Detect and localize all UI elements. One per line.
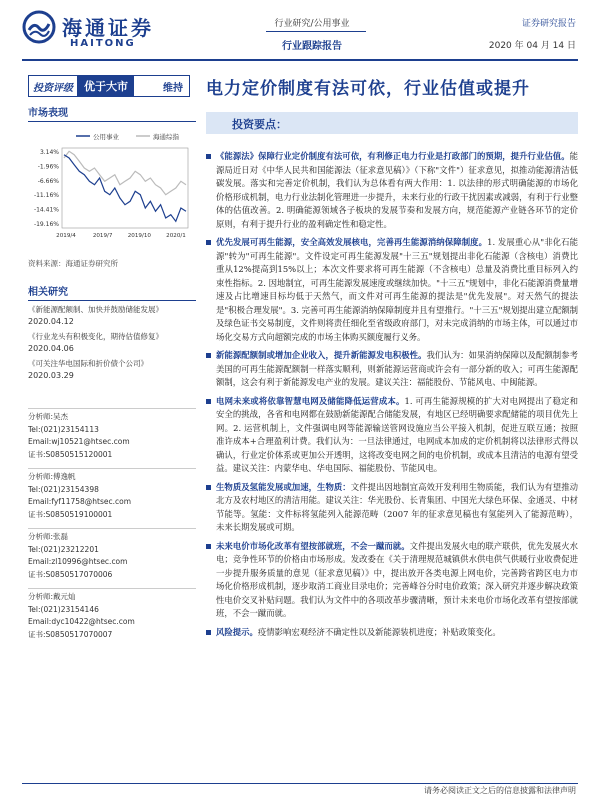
rating-box — [28, 75, 190, 97]
legend-label: 海通综指 — [153, 133, 179, 141]
related-item[interactable] — [28, 358, 196, 382]
x-tick-label: 2019/4 — [56, 233, 76, 239]
key-point-text: 1. 发展重心从"非化石能源"转为"可再生能源"。文件设定可再生能源发展"十三五"规划提出非化石能源（含核电）消费比重从12%提高到15%以上；本次文件要求将可再生能源（不含核电）总量及消费比重目标列入约束性指标。2. 因地制宜，可再生能源发展速度或继续加快。"十三五"规划中，非化石能源消费量增速及占比增速目标均低于天然气，而文件对可再生能源的提法是"优先发展"。对天然气的提法是"积极合理发展"。3. 完善可再生能源消纳保障制度并且有望推行。"十三五"规划提出建立配额制及绿色证书交易制度，文件则将责任细化至省级政府部门，对未完成消纳的市场主体，可以通过市场化交易方式向超额完成的市场主体购买额度履行义务。 — [216, 237, 578, 342]
market-heading: 市场表现 — [28, 104, 196, 122]
bullet-icon — [206, 353, 211, 358]
rating-change: 维持 — [163, 82, 183, 94]
chart-source: 资料来源：海通证券研究所 — [28, 259, 118, 268]
analyst-tel: Tel:(021)23154146 — [28, 604, 99, 614]
analyst-block — [28, 468, 196, 521]
bullet-icon — [206, 240, 211, 245]
related-item-date: 2020.04.06 — [28, 344, 74, 353]
key-point-paragraph — [206, 236, 578, 344]
report-type: 行业跟踪报告 — [282, 41, 342, 52]
y-tick-label: -1.96% — [37, 163, 59, 171]
analyst-tel: Tel:(021)23212201 — [28, 544, 99, 554]
analyst-cert: 证书:S0850519100001 — [28, 509, 113, 519]
key-point-text: 文件提出因地制宜高效开发利用生物质能，我们认为有望推动北方及农村地区的清洁用能。建议关注：华光股份、长青集团、中国光大绿色环保、金通灵、中材节能等。氢能：文件标将氢能列入能源范畴（2007 年的征求意见稿也有氢能列入了能源范畴），未来长期发展或可期。 — [216, 481, 579, 532]
legend-label: 公用事业 — [93, 133, 119, 141]
key-points-bar — [206, 112, 578, 134]
y-tick-label: -19.16% — [33, 221, 59, 228]
bullet-icon — [206, 154, 211, 159]
analyst-block — [28, 528, 196, 581]
key-point-paragraph — [206, 540, 578, 621]
x-tick-label: 2019/10 — [127, 233, 151, 239]
footer-rule — [22, 783, 578, 784]
y-tick-label: -14.41% — [33, 206, 59, 214]
key-point-lead: 风险提示。 — [216, 626, 258, 637]
analyst-name: 分析师:张磊 — [28, 532, 69, 541]
y-tick-label: 3.14% — [39, 149, 59, 156]
analyst-cert: 证书:S0850517070007 — [28, 629, 113, 639]
analyst-name: 分析师:傅逸帆 — [28, 472, 76, 481]
related-item-title: 《新能源配额制、加快并鼓励储能发展》 — [28, 305, 163, 314]
key-point-paragraph — [206, 150, 578, 231]
analyst-email[interactable]: Email:fyf11758@htsec.com — [28, 497, 132, 506]
key-point-lead: 生物质及氢能发展或加速，生物质： — [216, 481, 351, 492]
analyst-block — [28, 408, 196, 461]
related-item-title: 《可关注华电国际和折价债个公司》 — [28, 359, 148, 368]
header-center-divider — [266, 31, 366, 32]
key-point-paragraph — [206, 395, 578, 476]
related-list — [28, 304, 196, 382]
left-column — [28, 104, 196, 641]
analyst-block — [28, 588, 196, 641]
related-item-date: 2020.04.12 — [28, 317, 74, 326]
analyst-name: 分析师:吴杰 — [28, 412, 69, 421]
related-item-date: 2020.03.29 — [28, 371, 74, 380]
x-tick-label: 2020/1 — [166, 233, 186, 239]
key-point-text: 疫情影响宏观经济不确定性以及新能源装机进度；补贴政策变化。 — [257, 626, 501, 637]
analyst-email[interactable]: Email:dyc10422@htsec.com — [28, 617, 135, 626]
rating-label: 投资评级 — [29, 76, 78, 96]
haitong-logo — [22, 8, 182, 54]
logo-cn-text: 海通证券 — [62, 16, 154, 40]
haitong-logo-icon — [22, 10, 56, 44]
key-point-paragraph — [206, 626, 578, 640]
related-item[interactable] — [28, 304, 196, 328]
key-point-text: 我们认为：如果消纳保障以及配额制参考美国的可再生能源配额制一样落实顺利，则新能源运营商或许会有一部分新的收入；可再生能源配额制，这会有利于新能源发电产业的发展。建议关注：福能股份、节能风电、中闽能源。 — [216, 350, 579, 387]
key-point-lead: 电网未来或将依靠智慧电网及储能降低运营成本。 — [216, 395, 405, 406]
related-heading: 相关研究 — [28, 283, 196, 301]
x-tick-label: 2019/7 — [92, 233, 113, 239]
rating-value: 优于大市 — [78, 76, 134, 96]
key-points-body — [206, 150, 578, 639]
key-point-paragraph — [206, 349, 578, 390]
bullet-icon — [206, 485, 211, 490]
analyst-email[interactable]: Email:zl10996@htsec.com — [28, 557, 128, 566]
related-item-title: 《行业龙头有积极变化，期待估值修复》 — [28, 332, 163, 341]
analyst-name: 分析师:戴元灿 — [28, 592, 76, 601]
analyst-tel: Tel:(021)23154113 — [28, 424, 99, 434]
analyst-email[interactable]: Email:wj10521@htsec.com — [28, 437, 130, 446]
header-center — [262, 16, 362, 52]
logo-en-text: HAITONG — [70, 38, 136, 49]
key-points-heading: 投资要点： — [232, 118, 287, 131]
key-point-lead: 《能源法》保障行业定价制度有法可依，有利修正电力行业是打政部门的预期，提升行业估值。 — [216, 151, 570, 161]
header-rule — [22, 59, 578, 61]
key-point-lead: 未来电价市场化改革有望按部就班，不会一蹴而就。 — [216, 540, 410, 551]
report-date: 2020 年 04 月 14 日 — [488, 41, 576, 51]
related-item[interactable] — [28, 331, 196, 355]
footer-disclaimer: 请务必阅读正文之后的信息披露和法律声明 — [424, 786, 576, 795]
key-point-lead: 优先发展可再生能源，安全高效发展核电，完善再生能源消纳保障制度。 — [216, 237, 488, 247]
key-point-text: 1. 可再生能源规模的扩大对电网提出了稳定和安全的挑战，各省和电网都在鼓励新能源配合储能发展，有地区已经明确要求配储能的项目优先上网。2. 运营机制上，文件强调电网等能源输送管网设施应当公平接入机制，促进互联互通；按照准许成本+合理盈利计费。我们认为：一旦法律通过，电网成本加成的定价机制将以法律形式得以确认，行业定价体系或更加公开透明，这将改变电网之间的电价机制，或成本且清洁的电源有望受益。建议关注：内蒙华电、华电国际、福能股份、节能风电。 — [216, 395, 579, 473]
key-point-text: 能源局近日对《中华人民共和国能源法（征求意见稿）》（下称"文件"）征求意见，拟推动能源清洁低碳发展。落实和完善定价机制，我们认为总体看有两大作用：1. 以法律的形式明确能源的市场化价格形成机制，电力行业法制化管理进一步提升，未来行业的行政干扰因素或减弱，有利于行业整体的估值改善。2. 明确能源领域各子板块的发展节奏和发展方向，规范能源产业链各环节的定价原则，有利于提升行业的盈利确定性和稳定性。 — [216, 151, 578, 229]
report-category: 行业研究/公用事业 — [274, 19, 350, 29]
key-point-paragraph — [206, 481, 578, 535]
analyst-cert: 证书:S0850517070006 — [28, 569, 113, 579]
key-point-text: 文件提出发展火电的联产联供，优先发展火水电；竞争性环节的价格由市场形成。发改委在《关于清理规范城镇供水供电供气供暖行业收费促进一步提升服务质量的意见（征求意见稿）》中，提出放开各类电源上网电价，完善跨省跨区电力市场化价格形成机制，逐步取消工商业目录电价；完善峰谷分时电价政策；深入研究并逐步解决政策性电价交叉补贴问题。我们认为文件中的各项改革步骤清晰，预计未来电价市场化改革有望按部就班，不会一蹴而就。 — [216, 540, 579, 618]
market-chart-svg — [28, 128, 196, 246]
market-chart — [28, 128, 196, 248]
analyst-cert: 证书:S0850515120001 — [28, 449, 113, 459]
key-point-lead: 新能源配额制或增加企业收入，提升新能源发电积极性。 — [216, 350, 427, 360]
y-tick-label: -11.16% — [33, 192, 59, 200]
bullet-icon — [206, 399, 211, 404]
bullet-icon — [206, 544, 211, 549]
page-title: 电力定价制度有法可依，行业估值或提升 — [206, 79, 530, 99]
report-label: 证券研究报告 — [521, 19, 576, 29]
y-tick-label: -6.66% — [37, 177, 59, 185]
bullet-icon — [206, 630, 211, 635]
header-right — [489, 16, 576, 51]
analyst-tel: Tel:(021)23154398 — [28, 484, 99, 494]
